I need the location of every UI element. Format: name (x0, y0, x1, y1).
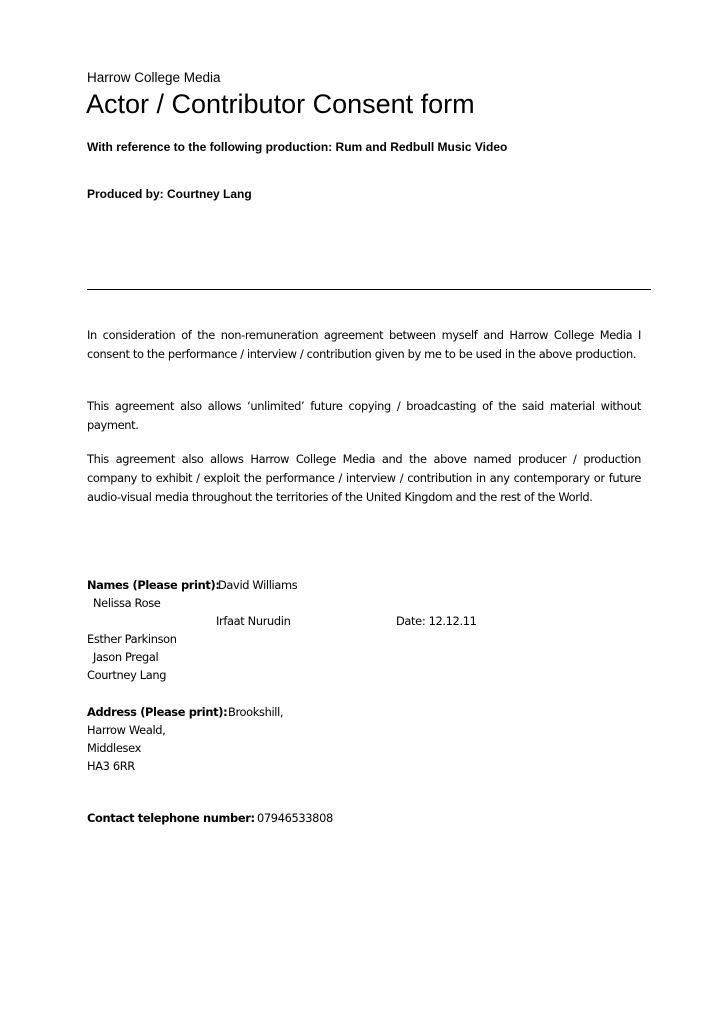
consent-paragraph-3: This agreement also allows Harrow College Media and the above named producer / production company to exhibit / exploit the performance / interview / contribution in any contemporary or future audio-visual media throughout the territories of the United Kingdom and the rest of the World. (87, 452, 641, 504)
divider-line (87, 289, 651, 290)
address-line: HA3 6RR (87, 759, 135, 773)
contact-phone-value: 07946533808 (257, 811, 333, 825)
address-line: Brookshill, (228, 705, 284, 719)
contact-label: Contact telephone number: (87, 811, 255, 825)
name-entry: Irfaat Nurudin (216, 614, 291, 628)
name-entry: Esther Parkinson (87, 632, 177, 646)
produced-by: Produced by: Courtney Lang (87, 187, 252, 201)
form-title: Actor / Contributor Consent form (86, 89, 475, 119)
consent-paragraph-1: In consideration of the non-remuneration agreement between myself and Harrow College Media I consent to the performance / interview / contribution given by me to be used in the above production. (87, 328, 641, 361)
names-label: Names (Please print): (87, 578, 220, 592)
production-reference: With reference to the following production: Rum and Redbull Music Video (87, 140, 508, 154)
name-entry: Nelissa Rose (93, 596, 161, 610)
address-label: Address (Please print): (87, 705, 228, 719)
address-line: Harrow Weald, (87, 723, 166, 737)
organization-name: Harrow College Media (87, 70, 221, 85)
name-entry: David Williams (218, 578, 298, 592)
name-entry: Jason Pregal (93, 650, 159, 664)
address-line: Middlesex (87, 741, 141, 755)
name-entry: Courtney Lang (87, 668, 167, 682)
date-value: Date: 12.12.11 (396, 614, 477, 628)
consent-paragraph-2: This agreement also allows ‘unlimited’ future copying / broadcasting of the said material without payment. (87, 399, 641, 432)
